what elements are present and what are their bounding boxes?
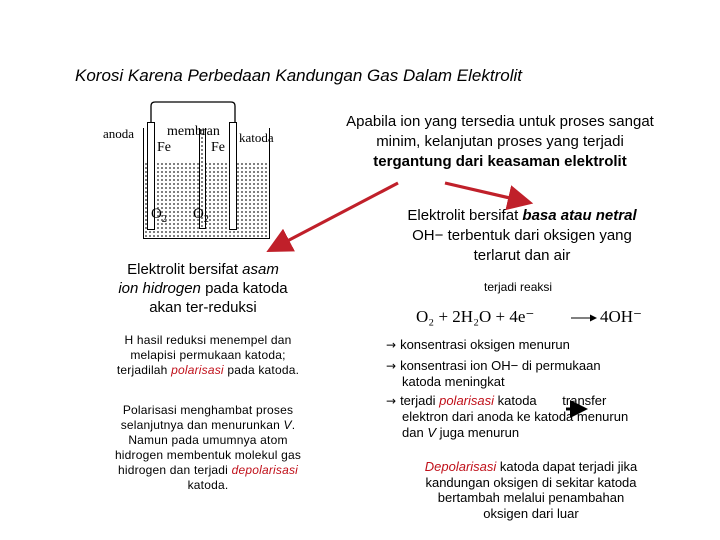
reaction-equation-lhs: O₂ + 2H₂O + 4e⁻ [416,307,535,326]
acid-paragraph-2: Polarisasi menghambat proses selanjutnya dan menurunkan V. Namun pada umumnya atom hidrogen membentuk molekul gas hidrogen dan terjadi depolarisasi katoda. [114,403,302,492]
bullet-3: → terjadi polarisasi katoda transfer [386,392,607,408]
fe-anode-label: Fe [157,140,171,155]
o2-anode-label: $O_2$ [151,206,167,225]
page-title: Korosi Karena Perbedaan Kandungan Gas Dalam Elektrolit [75,66,522,85]
reaction-label: terjadi reaksi [484,280,553,294]
anoda-label: anoda [103,126,135,141]
bullet-2: → konsentrasi ion OH− di permukaan [386,357,601,373]
fe-cathode-label: Fe [211,140,225,155]
katoda-label: katoda [239,130,274,145]
top-right-text: Apabila ion yang tersedia untuk proses sangat minim, kelanjutan proses yang terjadi tergantung dari keasaman elektrolit [346,113,654,170]
acid-paragraph-1: H hasil reduksi menempel dan melapisi permukaan katoda; terjadilah polarisasi pada katoda. [116,333,300,377]
depolarization-note: Depolarisasi katoda dapat terjadi jika kandungan oksigen di sekitar katoda bertambah melalui penambahan oksigen dari luar [424,459,638,521]
arrow-to-basic [445,183,527,202]
bullet-list: → konsentrasi oksigen menurun → konsentrasi ion OH− di permukaan katoda meningkat → terjadi polarisasi katoda transfer elektron dari anoda ke katoda menurun dan V juga menurun [386,337,686,440]
o2-cathode-label: $O_2$ [193,206,209,225]
basic-heading: Elektrolit bersifat basa atau netral OH− terbentuk dari oksigen yang terlarut dan air [407,207,637,264]
acid-heading: Elektrolit bersifat asam ion hidrogen pada katoda akan ter-reduksi [118,261,288,316]
membran-label: membran [167,124,220,139]
reaction-equation-rhs: 4OH⁻ [600,307,643,326]
bullet-1: → konsentrasi oksigen menurun [386,337,570,352]
